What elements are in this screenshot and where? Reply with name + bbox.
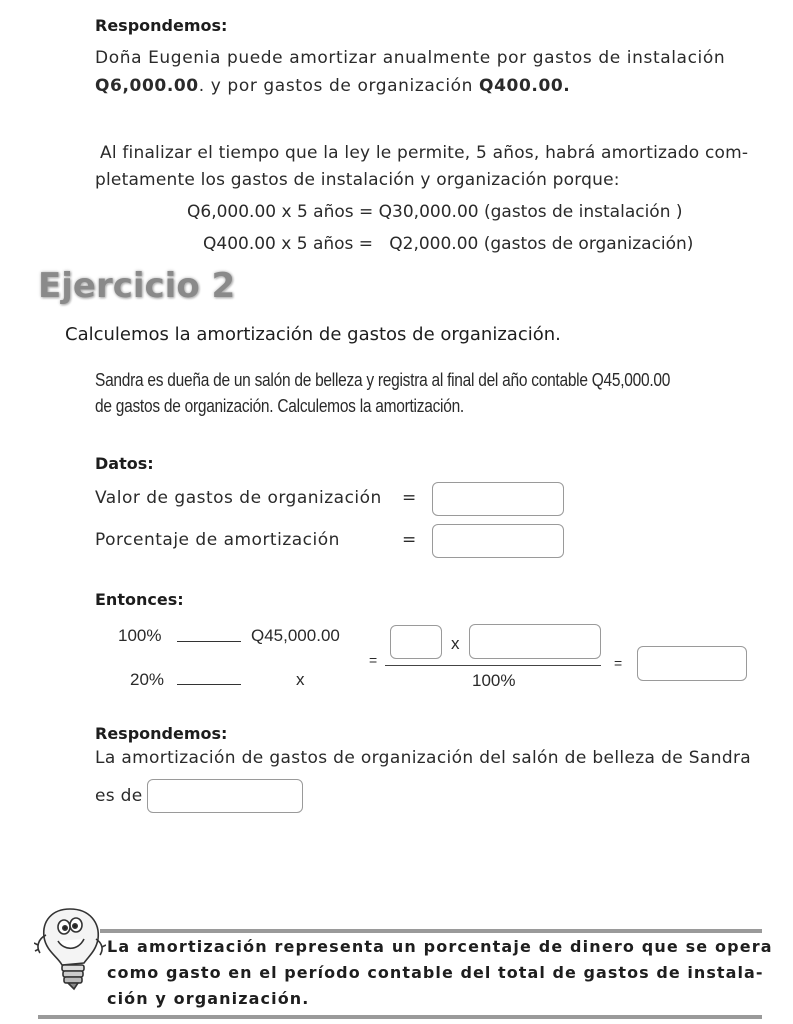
answer-line-2-mid: . y por gastos de organización [198,76,480,96]
note-top-rule [100,929,762,933]
answer-line-2 [95,76,570,96]
note-bottom-rule [38,1015,762,1019]
explanation-line-2: pletamente los gastos de instalación y organización porque: [95,170,620,190]
calculation-organization: Q400.00 x 5 años = Q2,000.00 (gastos de organización) [203,234,694,254]
rule-row2-percent: 20% [130,670,165,689]
explanation-line-1: Al finalizar el tiempo que la ley le permite, 5 años, habrá amortizado com- [100,143,749,163]
note-line-1: La amortización representa un porcentaje de dinero que se opera [107,937,773,956]
installation-amount: Q6,000.00 [95,76,199,96]
rule-row1-percent: 100% [118,626,162,645]
porcentaje-input[interactable] [432,524,564,558]
fraction-numerator-input-1[interactable] [390,625,442,659]
exercise-subtitle: Calculemos la amortización de gastos de organización. [65,324,561,345]
note-line-3: ción y organización. [107,989,310,1008]
datos-label-valor: Valor de gastos de organización [95,488,382,508]
respondemos-heading-1: Respondemos: [95,16,228,35]
fraction-bar [385,665,601,666]
rule-row1-value: Q45,000.00 [251,626,340,645]
fraction-equals: = [369,652,378,668]
rule-row2-unknown: x [296,670,305,689]
problem-line-1: Sandra es dueña de un salón de belleza y registra al final del año contable Q45,000.00 [95,370,671,390]
fraction-denominator: 100% [472,671,516,690]
result-input[interactable] [637,646,747,681]
problem-line-2: de gastos de organización. Calculemos la amortización. [95,396,464,416]
rule-row2-line [177,684,241,685]
fraction-numerator-input-2[interactable] [469,624,601,659]
entonces-heading: Entonces: [95,590,184,609]
result-equals: = [614,655,623,671]
respondemos-heading-2: Respondemos: [95,724,228,743]
respondemos-line-2: es de [95,786,143,806]
datos-equals-1: = [402,488,417,508]
datos-equals-2: = [402,530,417,550]
organization-amount: Q400.00. [479,76,571,96]
fraction-times: x [451,634,460,653]
datos-label-porcentaje: Porcentaje de amortización [95,530,340,550]
answer-input[interactable] [147,779,303,813]
lightbulb-mascot-icon [34,905,106,995]
rule-row1-line [177,641,241,642]
answer-line-1: Doña Eugenia puede amortizar anualmente por gastos de instalación [95,48,726,68]
note-line-2: como gasto en el período contable del total de gastos de instala- [107,963,764,982]
datos-heading: Datos: [95,454,154,473]
valor-gastos-input[interactable] [432,482,564,516]
calculation-installation: Q6,000.00 x 5 años = Q30,000.00 (gastos de instalación ) [187,202,683,222]
respondemos-line-1: La amortización de gastos de organización del salón de belleza de Sandra [95,748,752,768]
exercise-title: Ejercicio 2 [38,266,236,306]
